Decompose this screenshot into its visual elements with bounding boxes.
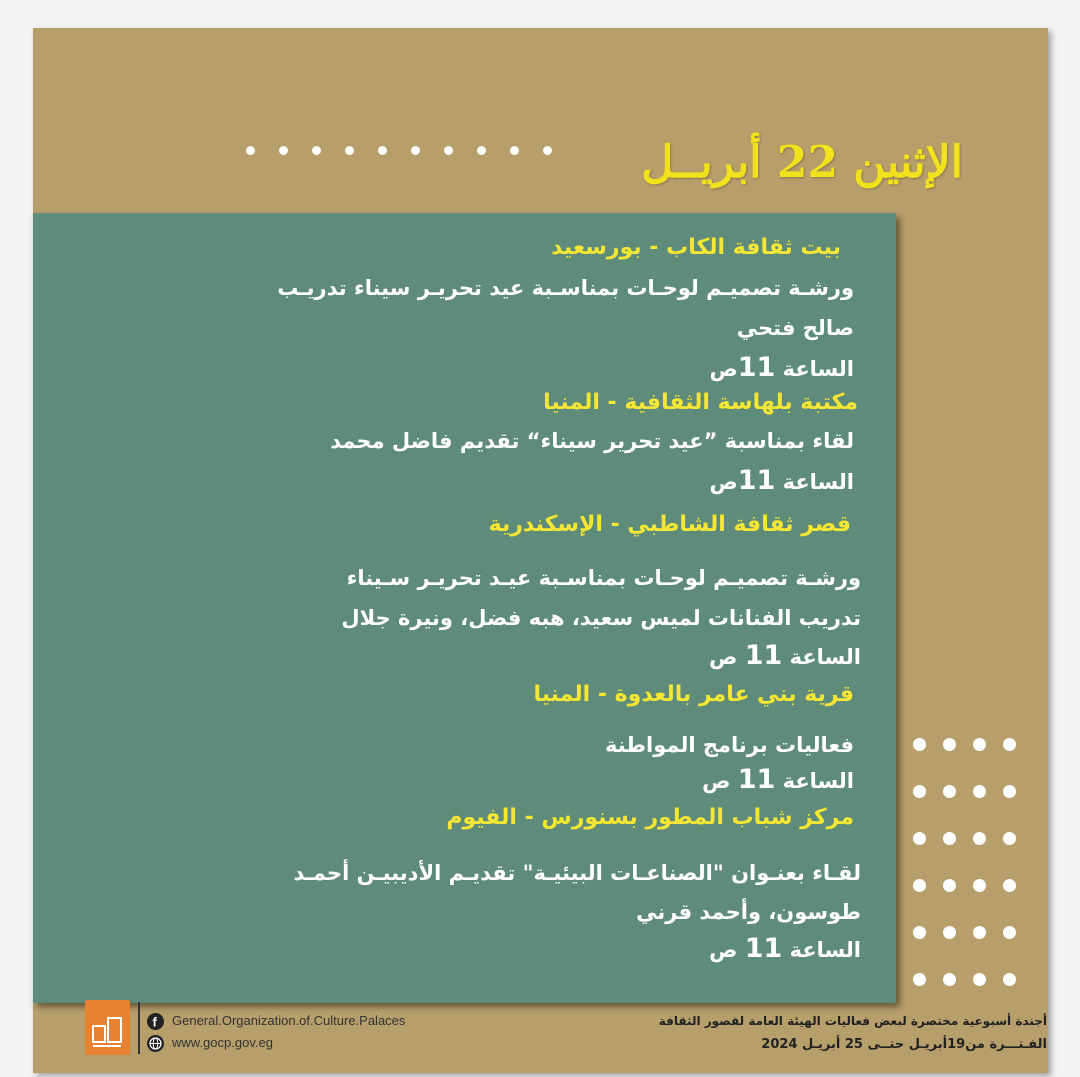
event-time: الساعة 11 ص — [702, 764, 854, 795]
event-description: تدريب الفنانات لميس سعيد، هبه فضل، ونيرة جلال — [341, 606, 861, 630]
event-venue: قصر ثقافة الشاطبي - الإسكندرية — [488, 512, 851, 537]
decorative-dots-row — [246, 146, 566, 162]
event-time: الساعة 11 ص — [709, 933, 861, 964]
event-description: ورشـة تصميـم لوحـات بمناسـبة عيد تحريـر سيناء تدريـب — [277, 276, 854, 300]
event-venue: قرية بني عامر بالعدوة - المنيا — [533, 682, 854, 707]
gocp-logo-icon — [85, 1000, 130, 1055]
footer-divider — [138, 1002, 140, 1054]
event-time: الساعة 11 ص — [709, 640, 861, 671]
event-description: طوسون، وأحمد قرني — [636, 900, 861, 924]
event-time: الساعة 11ص — [709, 352, 854, 383]
event-description: لقاء بمناسبة ”عيد تحرير سيناء“ تقديم فاضل محمد — [330, 429, 854, 453]
facebook-contact[interactable]: f General.Organization.of.Culture.Palaces — [147, 1010, 405, 1032]
event-description: فعاليات برنامج المواطنة — [604, 733, 854, 757]
globe-icon — [147, 1035, 164, 1052]
event-venue: مكتبة بلهاسة الثقافية - المنيا — [543, 390, 858, 415]
event-time: الساعة 11ص — [709, 465, 854, 496]
event-venue: مركز شباب المطور بسنورس - الفيوم — [446, 805, 854, 830]
event-description: ورشـة تصميـم لوحـات بمناسـبة عيـد تحريـر سـيناء — [346, 566, 861, 590]
event-venue: بيت ثقافة الكاب - بورسعيد — [551, 235, 841, 260]
poster-card — [33, 28, 1048, 1073]
agenda-period: الفـتـــرة من19أبريـل حتــى 25 أبريـل 2024 — [761, 1037, 1047, 1052]
event-description: لقـاء بعنـوان "الصناعـات البيئيـة" تقديـم الأديبيـن أحمـد — [293, 861, 861, 885]
event-description: صالح فتحي — [736, 316, 854, 340]
agenda-title: أجندة أسبوعية مختصرة لبعض فعاليات الهيئة العامة لقصور الثقافة — [658, 1014, 1047, 1028]
website-contact[interactable]: www.gocp.gov.eg — [147, 1032, 273, 1054]
decorative-dots-grid — [913, 738, 1053, 998]
facebook-icon — [147, 1013, 164, 1030]
svg-text:f: f — [152, 1014, 157, 1030]
events-panel — [33, 213, 896, 1003]
page-title: الإثنين 22 أبريــل — [641, 137, 963, 188]
